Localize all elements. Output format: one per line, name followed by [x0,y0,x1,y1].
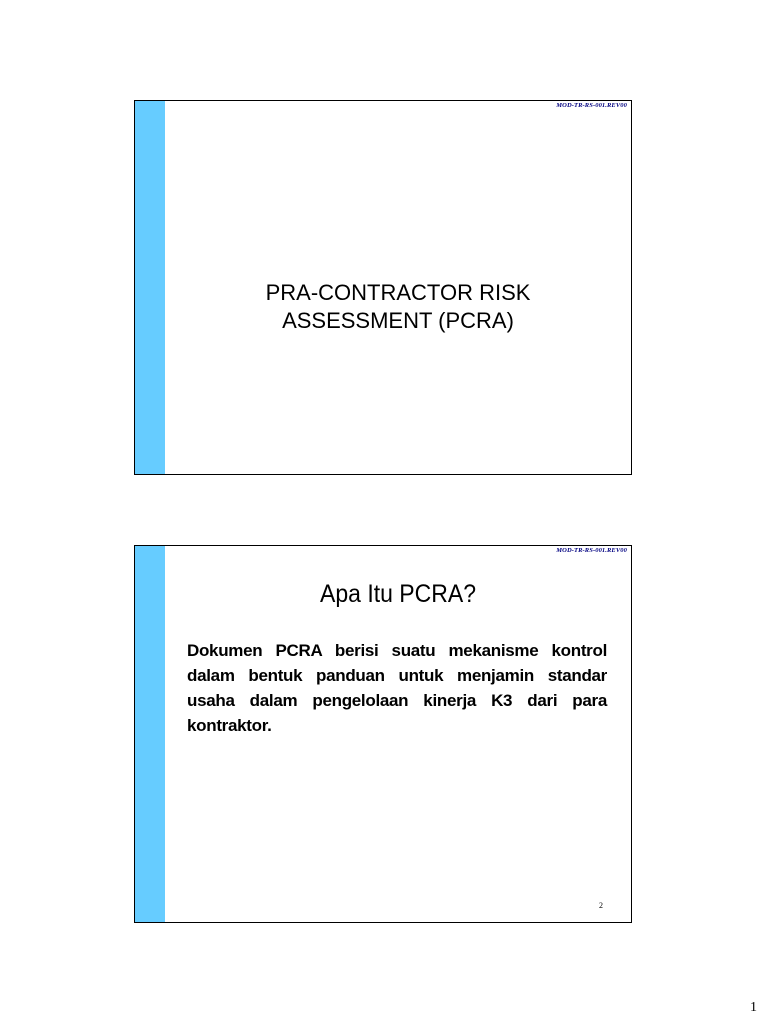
slide-1 [134,100,632,475]
slide-title: Apa Itu PCRA? [320,580,476,608]
slide-ref-code: MOD-TR-RS-001.REV00 [556,547,627,554]
slide-2 [134,545,632,923]
slide-title: PRA-CONTRACTOR RISK ASSESSMENT (PCRA) [265,280,531,333]
slide-body-text: Dokumen PCRA berisi suatu mekanisme kontrol dalam bentuk panduan untuk menjamin standar usaha dalam pengelolaan kinerja K3 dari para kontraktor. [187,641,607,735]
page-number: 1 [750,1000,757,1015]
slide-ref-code: MOD-TR-RS-001.REV00 [556,102,627,109]
slide-number: 2 [599,901,603,910]
slide-accent-bar [135,101,165,474]
slide-accent-bar [135,546,165,922]
